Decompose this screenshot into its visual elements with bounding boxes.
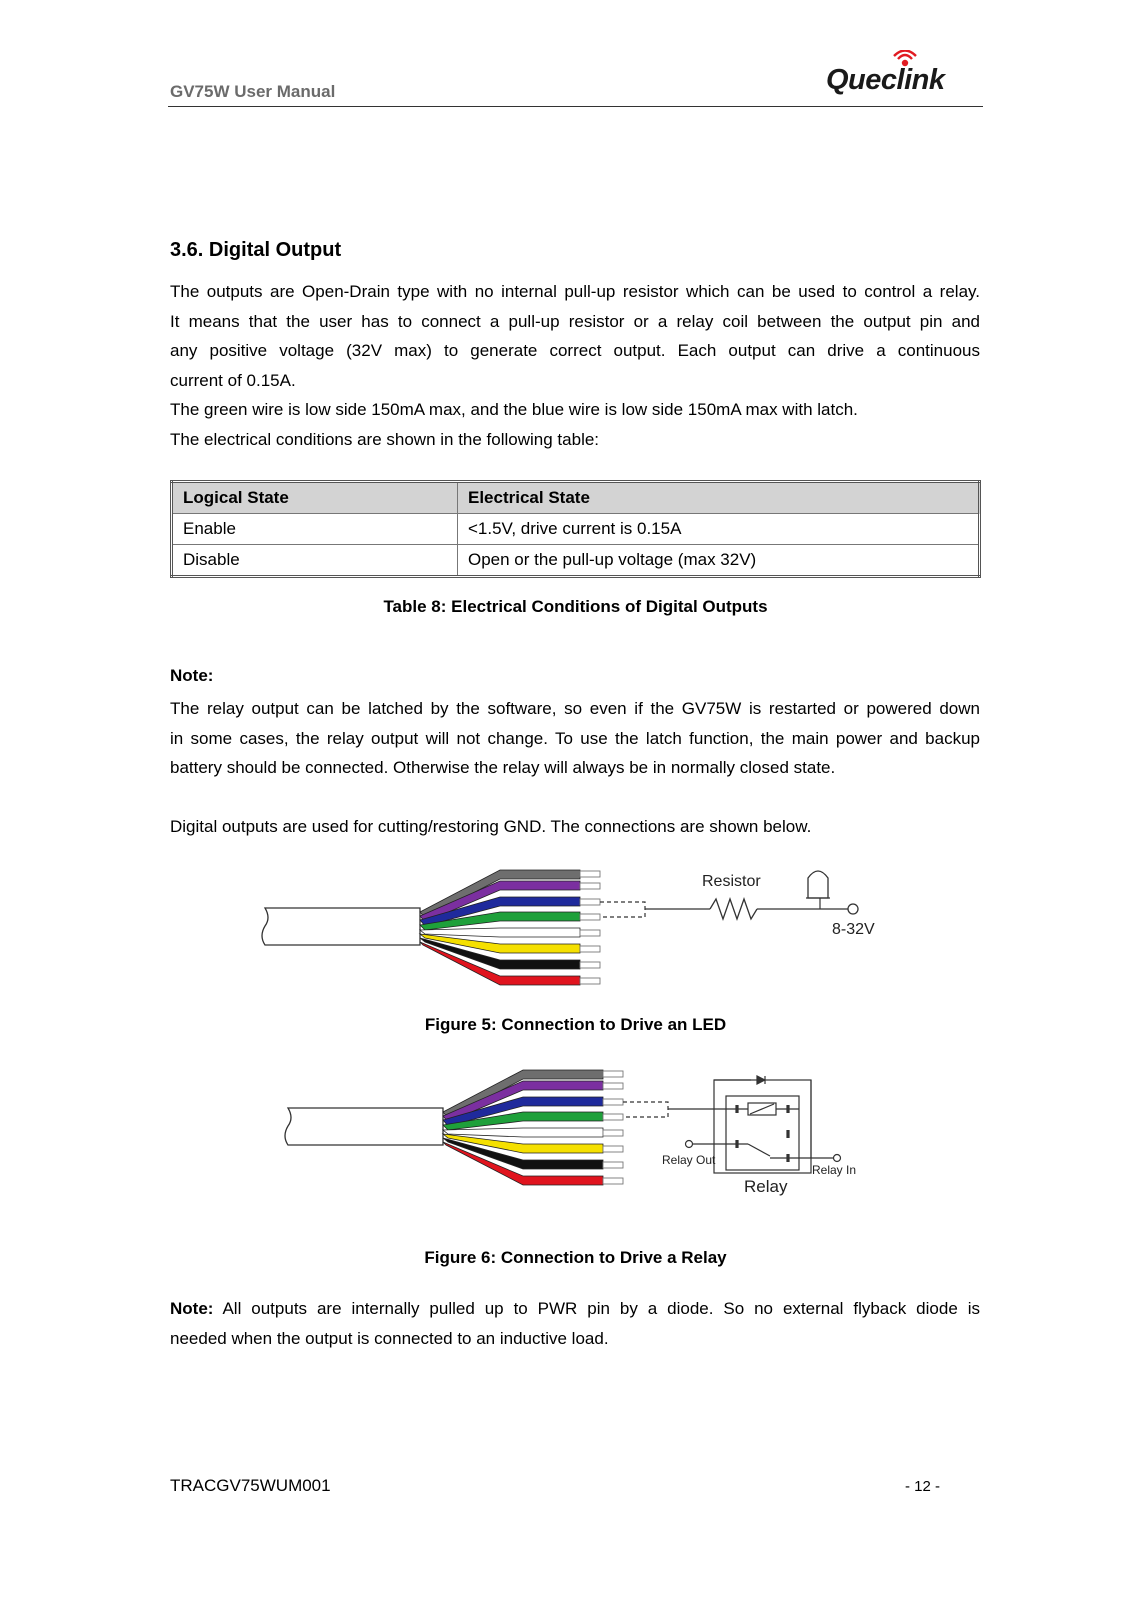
table-cell: <1.5V, drive current is 0.15A [458, 514, 980, 545]
cable-jacket [262, 908, 420, 945]
note-line: in some cases, the relay output will not change. To use the latch function, the main power and backup [170, 728, 980, 748]
resistor-label: Resistor [702, 873, 761, 890]
intro-paragraph [170, 277, 980, 454]
table-header-cell: Electrical State [458, 482, 980, 514]
relay-in-label: Relay In [812, 1163, 857, 1177]
voltage-label: 8-32V [832, 921, 875, 938]
note-line: The relay output can be latched by the software, so even if the GV75W is restarted or powered down [170, 699, 980, 718]
relay-out-label: Relay Out [662, 1153, 716, 1167]
section-title: 3.6. Digital Output [170, 239, 342, 261]
table-row [172, 545, 980, 577]
table-caption: Table 8: Electrical Conditions of Digital Outputs [383, 597, 768, 616]
wire-bundle [420, 870, 580, 985]
footer-doc-id: TRACGV75WUM001 [170, 1476, 331, 1495]
intro-line: current of 0.15A. [170, 370, 296, 390]
figure-6-caption: Figure 6: Connection to Drive a Relay [424, 1248, 727, 1267]
resistor-symbol [710, 899, 757, 919]
table-row [172, 514, 980, 545]
note-paragraph [170, 694, 980, 783]
header-title: GV75W User Manual [170, 82, 336, 101]
note-2-line: needed when the output is connected to an inductive load. [170, 1328, 609, 1348]
dashed-connector [623, 1102, 668, 1117]
figure-led-connection [255, 868, 895, 1008]
diode-icon [757, 1076, 765, 1084]
relay-in-node [834, 1155, 841, 1162]
connections-text: Digital outputs are used for cutting/restoring GND. The connections are shown below. [170, 817, 812, 836]
header-rule [168, 106, 983, 107]
note-line: battery should be connected. Otherwise the relay will always be in normally closed state. [170, 758, 836, 777]
note-2-paragraph [170, 1294, 980, 1353]
footer-page-number: - 12 - [905, 1478, 941, 1495]
relay-out-node [686, 1141, 693, 1148]
table-cell: Open or the pull-up voltage (max 32V) [458, 545, 980, 577]
wire-terminals [603, 1071, 623, 1184]
note-2-text: All outputs are internally pulled up to PWR pin by a diode. So no external flyback diode is [222, 1299, 980, 1318]
wire-bundle [443, 1070, 603, 1185]
cable-jacket [285, 1108, 443, 1145]
logo-text: Queclink [826, 64, 945, 96]
note-2-line [170, 1294, 980, 1324]
queclink-logo [822, 50, 954, 100]
table-cell: Disable [172, 545, 458, 577]
note-2-label: Note: [170, 1299, 214, 1318]
terminal-node [848, 904, 858, 914]
table-header-row [172, 482, 980, 514]
figure-relay-connection [278, 1068, 878, 1208]
intro-line: any positive voltage (32V max) to generate correct output. Each output can drive a continuous [170, 341, 980, 360]
led-icon [806, 871, 830, 898]
intro-line: The green wire is low side 150mA max, and the blue wire is low side 150mA max with latch. [170, 400, 858, 419]
dashed-connector [600, 902, 645, 917]
intro-line: It means that the user has to connect a pull-up resistor or a relay coil between the output pin and [170, 311, 980, 331]
relay-label: Relay [744, 1177, 788, 1196]
wire-terminals [580, 871, 600, 984]
table-header-cell: Logical State [172, 482, 458, 514]
electrical-conditions-table [170, 480, 981, 578]
figure-5-caption: Figure 5: Connection to Drive an LED [424, 1015, 727, 1034]
note-label: Note: [170, 666, 214, 685]
table-cell: Enable [172, 514, 458, 545]
intro-line: The electrical conditions are shown in the following table: [170, 429, 600, 449]
intro-line: The outputs are Open-Drain type with no internal pull-up resistor which can be used to control a relay. [170, 282, 980, 301]
